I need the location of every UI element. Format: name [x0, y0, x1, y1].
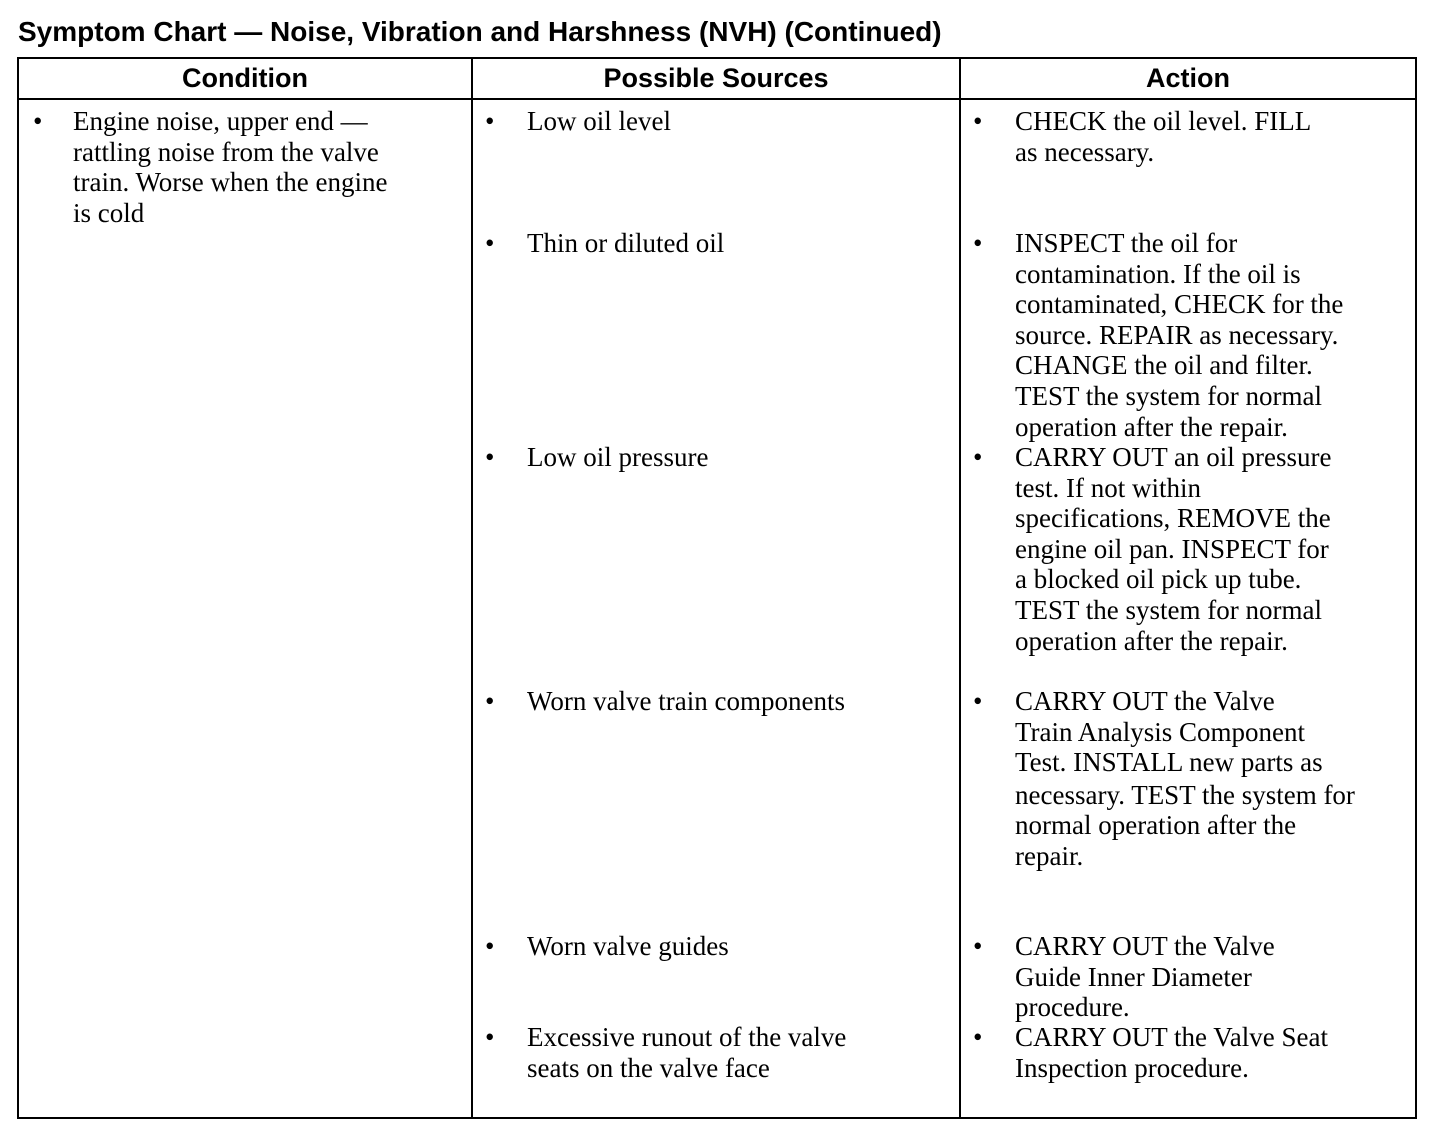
action-line: engine oil pan. INSPECT for [1015, 533, 1329, 564]
action-line: TEST the system for normal [1015, 380, 1322, 411]
condition-line: rattling noise from the valve [73, 136, 379, 167]
action-line: normal operation after the [1015, 810, 1297, 841]
bullet: • [973, 106, 983, 136]
action-line: Test. INSTALL new parts as [1015, 747, 1323, 778]
bullet: • [973, 228, 983, 258]
symptom-table [17, 57, 1417, 1119]
action-text [1015, 931, 1275, 1023]
source-line: Worn valve guides [527, 931, 729, 961]
condition-item [33, 106, 463, 236]
action-line: operation after the repair. [1015, 625, 1288, 656]
source-item [485, 442, 945, 482]
source-text [527, 442, 708, 473]
column-divider [959, 59, 961, 1117]
action-line: necessary. TEST the system for [1015, 779, 1355, 810]
action-text [1015, 686, 1355, 872]
action-line: CARRY OUT the Valve [1015, 931, 1275, 961]
bullet: • [485, 106, 495, 136]
header-possible-sources: Possible Sources [603, 63, 829, 93]
bullet: • [485, 931, 495, 961]
source-text [527, 106, 671, 137]
action-line: CHANGE the oil and filter. [1015, 350, 1313, 381]
action-line: test. If not within [1015, 472, 1201, 503]
source-text [527, 228, 724, 259]
action-line: contamination. If the oil is [1015, 258, 1301, 289]
header-action: Action [1146, 63, 1230, 93]
action-item [973, 931, 1413, 1031]
source-item [485, 931, 945, 971]
source-text [527, 931, 729, 962]
source-line: Low oil level [527, 106, 671, 136]
action-line: CARRY OUT the Valve [1015, 686, 1275, 716]
bullet: • [485, 442, 495, 472]
condition-line: train. Worse when the engine [73, 167, 388, 198]
bullet: • [973, 931, 983, 961]
action-line: CHECK the oil level. FILL [1015, 106, 1312, 136]
source-line: Thin or diluted oil [527, 228, 725, 258]
header-condition: Condition [182, 63, 308, 93]
action-line: Inspection procedure. [1015, 1052, 1249, 1083]
action-line: operation after the repair. [1015, 411, 1288, 442]
source-line: Low oil pressure [527, 442, 709, 472]
bullet: • [33, 106, 43, 136]
table-header-row [19, 59, 1415, 100]
action-item [973, 1022, 1413, 1092]
action-text [1015, 106, 1311, 167]
action-text [1015, 228, 1343, 442]
action-line: repair. [1015, 840, 1084, 871]
action-line: Guide Inner Diameter [1015, 961, 1252, 992]
bullet: • [973, 686, 983, 716]
action-line: specifications, REMOVE the [1015, 503, 1331, 534]
action-item [973, 686, 1413, 876]
action-item [973, 106, 1413, 176]
source-item [485, 1022, 945, 1092]
action-line: a blocked oil pick up tube. [1015, 564, 1302, 595]
source-line: seats on the valve face [527, 1052, 770, 1083]
bullet: • [973, 1022, 983, 1052]
action-line: TEST the system for normal [1015, 594, 1322, 625]
source-text [527, 686, 845, 717]
page-title: Symptom Chart — Noise, Vibration and Harshness (NVH) (Continued) [18, 16, 942, 47]
condition-text [73, 106, 387, 228]
source-text [527, 1022, 846, 1083]
source-line: Excessive runout of the valve [527, 1022, 847, 1052]
bullet: • [485, 228, 495, 258]
source-item [485, 686, 945, 726]
source-line: Worn valve train components [527, 686, 845, 716]
action-line: as necessary. [1015, 136, 1155, 167]
action-line: CARRY OUT an oil pressure [1015, 442, 1332, 472]
column-divider [471, 59, 473, 1117]
source-item [485, 106, 945, 146]
action-line: INSPECT the oil for [1015, 228, 1238, 258]
action-line: procedure. [1015, 992, 1130, 1023]
action-line: CARRY OUT the Valve Seat [1015, 1022, 1328, 1052]
action-item [973, 228, 1413, 448]
condition-line: is cold [73, 197, 145, 228]
action-text [1015, 442, 1332, 656]
source-item [485, 228, 945, 268]
action-line: contaminated, CHECK for the [1015, 289, 1344, 320]
action-text [1015, 1022, 1328, 1083]
bullet: • [973, 442, 983, 472]
action-item [973, 442, 1413, 662]
action-line: Train Analysis Component [1015, 716, 1306, 747]
bullet: • [485, 1022, 495, 1052]
bullet: • [485, 686, 495, 716]
condition-line: Engine noise, upper end — [73, 106, 368, 136]
action-line: source. REPAIR as necessary. [1015, 319, 1339, 350]
